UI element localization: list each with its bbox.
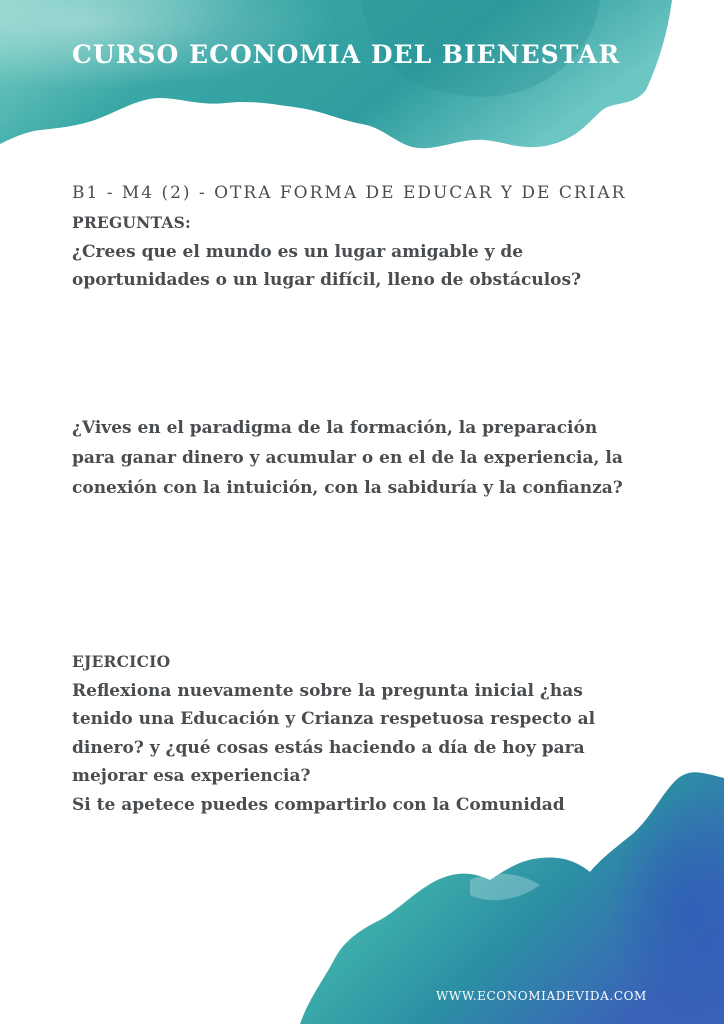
exercise-section [72,648,652,820]
questions-label: PREGUNTAS: [72,213,191,232]
questions-section [72,209,652,295]
question-1-line-1: ¿Crees que el mundo es un lugar amigable y de [72,241,524,262]
exercise-line-2: tenido una Educación y Crianza respetuosa respecto al [72,709,596,730]
module-title: B1 - M4 (2) - OTRA FORMA DE EDUCAR Y DE CRIAR [72,183,627,203]
question-2 [72,413,652,503]
exercise-line-5: Si te apetece puedes compartirlo con la Comunidad [72,794,565,815]
question-2-line-1: ¿Vives en el paradigma de la formación, la preparación [72,418,598,438]
exercise-line-4: mejorar esa experiencia? [72,766,311,787]
exercise-label: EJERCICIO [72,652,171,671]
exercise-line-1: Reflexiona nuevamente sobre la pregunta inicial ¿has [72,680,583,701]
website-link[interactable]: WWW.ECONOMIADEVIDA.COM [436,989,647,1003]
question-1-line-2: oportunidades o un lugar difícil, lleno de obstáculos? [72,270,582,291]
course-title: CURSO ECONOMIA DEL BIENESTAR [72,40,621,69]
exercise-line-3: dinero? y ¿qué cosas estás haciendo a día de hoy para [72,737,585,758]
question-2-line-3: conexión con la intuición, con la sabiduría y la confianza? [72,478,623,498]
question-2-line-2: para ganar dinero y acumular o en el de la experiencia, la [72,448,623,468]
